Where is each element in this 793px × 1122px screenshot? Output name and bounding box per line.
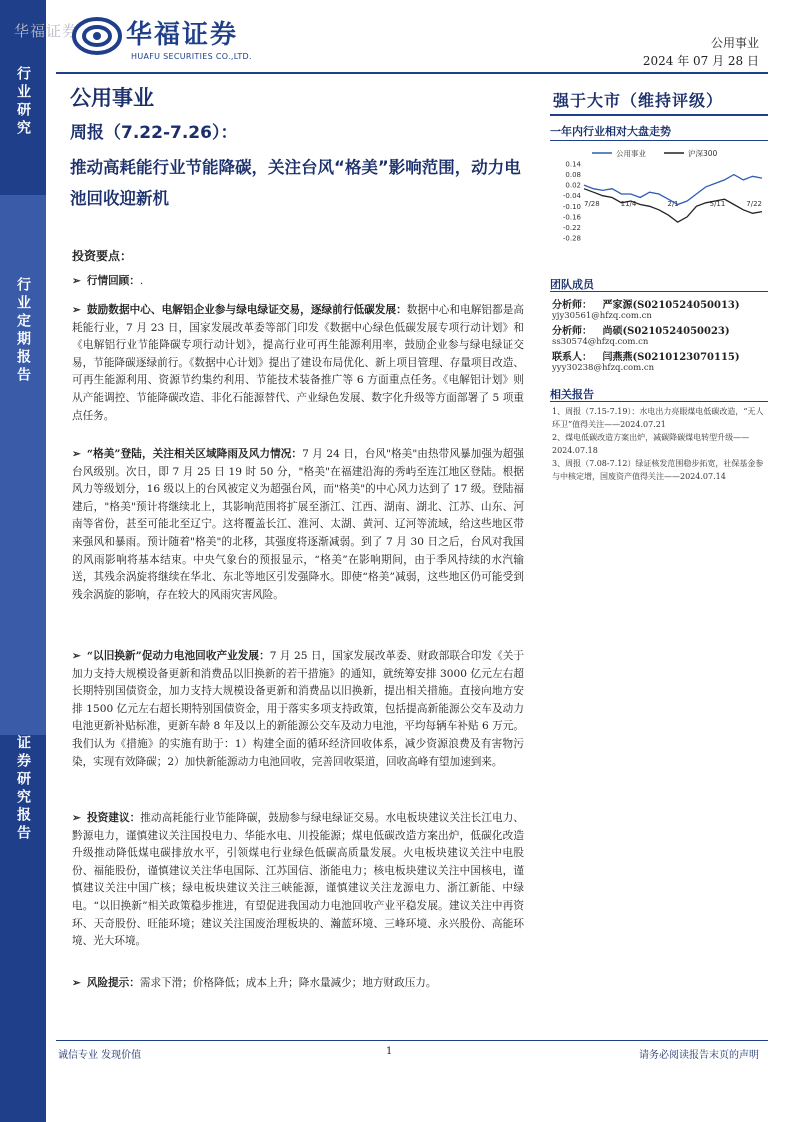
logo-chinese-name: 华福证券 — [126, 20, 239, 50]
contact-1 — [552, 348, 740, 363]
sidebar-label-periodic: 行业定期报告 — [15, 277, 31, 385]
contact-1-email: yyy30238@hfzq.com.cn — [552, 363, 655, 373]
paragraph-text: 需求下滑；价格降低；成本上升；降水量减少；地方财政压力。 — [139, 977, 437, 989]
footer-divider — [56, 1040, 768, 1041]
y-tick-label: -0.28 — [562, 234, 581, 243]
chart-title-divider — [550, 140, 768, 141]
x-tick-label: 11/4 — [620, 200, 637, 208]
related-reports-title: 相关报告 — [550, 388, 594, 401]
key-points-label: 投资要点： — [72, 249, 133, 263]
bullet-icon: ➢ — [72, 275, 81, 287]
report-week: 周报（7.22-7.26）： — [70, 123, 238, 143]
analyst-role: 分析师： — [552, 300, 592, 311]
y-tick-label: 0.02 — [565, 181, 581, 190]
paragraph-lead: 投资建议： — [86, 812, 141, 824]
sidebar-label-securities: 证券研究报告 — [15, 735, 31, 843]
related-report-3[interactable]: 3、周报（7.08-7.12）绿证核发范围稳步拓宽，社保基金参与中核定增，国废资产值得关注——2024.07.14 — [552, 459, 764, 481]
footer-slogan: 诚信专业 发现价值 — [58, 1050, 142, 1061]
footer-disclaimer: 请务必阅读报告末页的声明 — [639, 1050, 759, 1061]
paragraph-text: 7 月 25 日，国家发展改革委、财政部联合印发《关于加力支持大规模设备更新和消费品以旧换新的若干措施》的通知，就统筹安排 3000 亿元左右超长期特别国债资金，加力支持大规模设备更新和消费品以旧换新，提出相关措施。直接向地方安排 1500 亿元左右超长期特别国债资金，用于落实多项支持政策，包括提高新能源公交车及动力电池更新补贴标准，更新车龄 8 年及以上的新能源公交车及动力电池，平均每辆车补贴 6 万元。我们认为《措施》的实施有助于：1）构建全面的循环经济回收体系，减少资源浪费及有害物污染，实现有效降碳；2）加快新能源动力电池回收，完善回收渠道，回收高峰有望加速到来。 — [72, 650, 524, 768]
paragraph-text: 数据中心和电解铝都是高耗能行业，7 月 23 日，国家发展改革委等部门印发《数据中心绿色低碳发展专项行动计划》和《电解铝行业节能降碳专项行动计划》，提高行业可再生能源利用率，鼓励企业参与绿电绿证交易，节能降碳逐绿前行。《数据中心计划》提出了建设布局优化、新上项目管理、存量项目改造、可再生能源利用、资源节约集约利用、节能技术装备推广等 6 方面重点任务。《电解铝计划》则从产能调控、节能降碳改造、非化石能源替代、产业绿色发展、数字化升级等方面部署了 5 项重点任务。 — [72, 304, 525, 422]
rating: 强于大市（维持评级） — [553, 91, 724, 110]
paragraph-market-review — [72, 273, 524, 291]
huafu-logo-icon — [72, 14, 122, 58]
y-tick-label: -0.16 — [562, 213, 581, 222]
analyst-role: 联系人： — [552, 352, 592, 363]
paragraph-lead: “格美”登陆，关注相关区域降雨及风力情况： — [86, 448, 303, 460]
legend-label-hs300: 沪深300 — [688, 149, 718, 158]
paragraph-text: 7 月 24 日，台风"格美"由热带风暴加强为超强台风级别。次日，即 7 月 25 日 19 时 50 分，"格美"在福建沿海的秀屿至连江地区登陆。根据风力等级划分，16 级以上的台风被定义为超强台风，而"格美"的中心风力达到了 17 级。登陆福建后，"格美"预计将继续北上，其影响范围将扩展至浙江、江西、湖南、湖北、江苏、山东、河南等省份，甚至可能北至辽宁。这将覆盖长江、淮河、太湖、黄河、辽河等流域，给这些地区带来强风和暴雨。预计随着"格美"的北移，其强度将逐渐减弱。到了 7 月 30 日之后，台风对我国的风雨影响将基本结束。中央气象台的预报显示，“格美”在影响期间，由于季风持续的水汽输送，其残余涡旋将继续在华北、东北等地区引发强降水。即使“格美”减弱，这些地区仍可能受到残余涡旋的影响，存在较大的风雨灾害风险。 — [72, 448, 524, 601]
paragraph-investment-advice — [72, 810, 524, 951]
analyst-2 — [552, 322, 730, 337]
bullet-icon: ➢ — [72, 977, 81, 989]
y-tick-label: -0.22 — [562, 223, 581, 232]
x-tick-label: 2/1 — [667, 200, 679, 208]
header-category: 公用事业 — [710, 36, 759, 50]
paragraph-lead: “以旧换新”促动力电池回收产业发展： — [86, 650, 270, 662]
analyst-name: 严家源(S0210524050013) — [602, 300, 740, 311]
report-title: 推动高耗能行业节能降碳，关注台风“格美”影响范围，动力电池回收迎新机 — [70, 158, 521, 208]
bullet-icon: ➢ — [72, 812, 81, 824]
bullet-icon: ➢ — [72, 650, 81, 662]
paragraph-typhoon — [72, 446, 524, 604]
analyst-1-email: yjy30561@hfzq.com.cn — [552, 311, 652, 321]
team-title: 团队成员 — [550, 278, 594, 291]
paragraph-lead: 鼓励数据中心、电解铝企业参与绿电绿证交易，逐绿前行低碳发展： — [86, 304, 407, 316]
y-tick-label: -0.04 — [562, 192, 581, 201]
watermark: 华福证券 — [14, 22, 79, 40]
team-divider — [550, 291, 768, 292]
x-tick-label: 7/22 — [746, 200, 762, 208]
x-tick-label: 5/11 — [709, 200, 726, 208]
relative-performance-chart — [552, 146, 766, 264]
related-divider — [550, 401, 768, 402]
report-category: 公用事业 — [70, 86, 154, 110]
y-tick-label: -0.10 — [562, 202, 581, 211]
related-report-2[interactable]: 2、煤电低碳改造方案出炉，减碳降碳煤电转型升级——2024.07.18 — [552, 433, 750, 455]
sidebar-block-securities — [0, 735, 46, 1122]
bullet-icon: ➢ — [72, 304, 81, 316]
y-axis-ticks — [563, 161, 582, 243]
sidebar-label-industry: 行业研究 — [15, 66, 31, 138]
page-number: 1 — [386, 1046, 393, 1057]
related-report-1[interactable]: 1、周报（7.15-7.19）：水电出力亮眼煤电低碳改造，“无人环卫”值得关注——2024.07.21 — [552, 407, 764, 429]
paragraph-text: . — [139, 275, 144, 287]
logo-english-name: HUAFU SECURITIES CO.,LTD. — [131, 52, 252, 61]
x-tick-label: 7/28 — [584, 200, 600, 208]
paragraph-lead: 风险提示： — [86, 977, 140, 989]
paragraph-risk-warning — [72, 975, 524, 993]
analyst-name: 闫燕燕(S0210123070115) — [602, 352, 740, 363]
sidebar — [0, 0, 46, 1122]
paragraph-battery-recycling — [72, 648, 524, 771]
header-date: 2024 年 07 月 28 日 — [642, 54, 759, 68]
bullet-icon: ➢ — [72, 448, 81, 460]
legend-label-utilities: 公用事业 — [616, 149, 646, 158]
paragraph-green-power — [72, 302, 524, 425]
header-divider — [56, 72, 768, 74]
y-tick-label: 0.08 — [565, 171, 581, 180]
paragraph-text: 推动高耗能行业节能降碳，鼓励参与绿电绿证交易。水电板块建议关注长江电力、黔源电力，谨慎建议关注国投电力、华能水电、川投能源；煤电低碳改造方案出炉，低碳化改造升级推动降低煤电碳排放水平，引领煤电行业绿色低碳高质量发展。火电板块建议关注中电股份、福能股份，谨慎建议关注华电国际、江苏国信、浙能电力；核电板块建议关注中国核电，谨慎建议关注中国广核；绿电板块建议关注三峡能源，谨慎建议关注龙源电力、浙江新能、中绿电。“以旧换新”相关政策稳步推进，有望促进我国动力电池回收产业平稳发展。建议关注中再资环、天奇股份、旺能环境；建议关注国废治理板块的、瀚蓝环境、三峰环境、永兴股份、高能环境、光大环境。 — [72, 812, 524, 948]
analyst-role: 分析师： — [552, 326, 592, 337]
rating-divider — [550, 114, 768, 116]
chart-legend — [592, 148, 718, 158]
paragraph-lead: 行情回顾： — [86, 275, 140, 287]
series-lines — [584, 175, 762, 223]
analyst-2-email: ss30574@hfzq.com.cn — [552, 337, 649, 347]
chart-title: 一年内行业相对大盘走势 — [550, 125, 671, 138]
analyst-name: 尚硕(S0210524050023) — [602, 326, 730, 337]
sidebar-block-periodic — [0, 195, 46, 735]
analyst-1 — [552, 296, 740, 311]
y-tick-label: 0.14 — [565, 160, 581, 169]
